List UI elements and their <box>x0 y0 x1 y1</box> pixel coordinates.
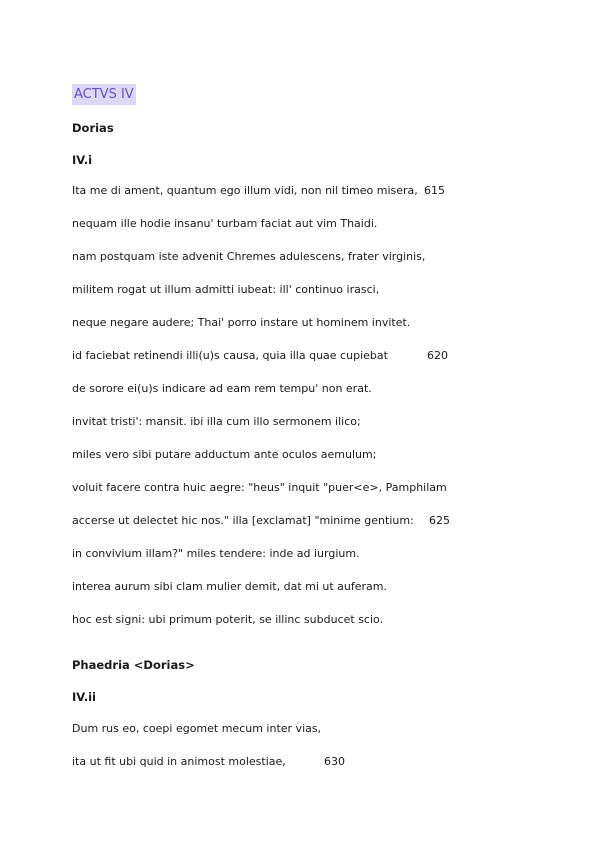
verse-line: in convivium illam?" miles tendere: inde ad iurgium. <box>72 547 360 560</box>
speaker-name: Phaedria <Dorias> <box>72 658 195 672</box>
scene-number: IV.ii <box>72 690 96 704</box>
verse-line: voluit facere contra huic aegre: "heus" inquit "puer<e>, Pamphilam <box>72 481 447 494</box>
verse-line: Dum rus eo, coepi egomet mecum inter vias, <box>72 722 322 735</box>
act-heading: ACTVS IV <box>72 84 136 105</box>
line-number: 620 <box>427 349 448 362</box>
verse-line: accerse ut delectet hic nos." illa [exclamat] "minime gentium: <box>72 514 414 527</box>
scene-number: IV.i <box>72 153 93 167</box>
verse-line: de sorore ei(u)s indicare ad eam rem tempu' non erat. <box>72 382 372 395</box>
verse-line: Ita me di ament, quantum ego illum vidi, non nil timeo misera, <box>72 184 418 197</box>
line-number: 625 <box>429 514 450 527</box>
verse-line: nequam ille hodie insanu' turbam faciat aut vim Thaidi. <box>72 217 378 230</box>
verse-line: interea aurum sibi clam mulier demit, dat mi ut auferam. <box>72 580 388 593</box>
verse-line: ita ut fit ubi quid in animost molestiae, <box>72 755 286 768</box>
line-number: 630 <box>324 755 345 768</box>
verse-line: hoc est signi: ubi primum poterit, se illinc subducet scio. <box>72 613 384 626</box>
verse-line: miles vero sibi putare adductum ante oculos aemulum; <box>72 448 377 461</box>
line-number: 615 <box>424 184 445 197</box>
verse-line: invitat tristi': mansit. ibi illa cum illo sermonem ilico; <box>72 415 361 428</box>
verse-line: id faciebat retinendi illi(u)s causa, quia illa quae cupiebat <box>72 349 388 362</box>
verse-line: nam postquam iste advenit Chremes adulescens, frater virginis, <box>72 250 426 263</box>
verse-line: neque negare audere; Thai' porro instare ut hominem invitet. <box>72 316 411 329</box>
speaker-name: Dorias <box>72 121 114 135</box>
verse-line: militem rogat ut illum admitti iubeat: ill' continuo irasci, <box>72 283 380 296</box>
